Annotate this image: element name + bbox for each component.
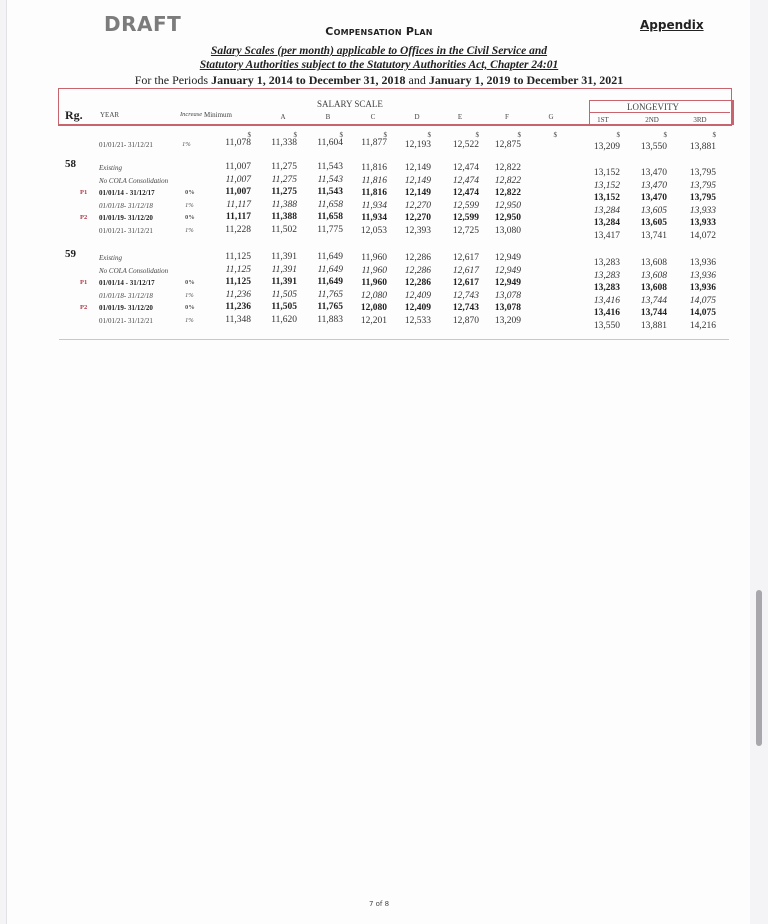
- cell-minimum: 11,236: [225, 289, 251, 300]
- cell-b: 11,649: [317, 264, 343, 275]
- row-increase: 0%: [185, 304, 195, 312]
- cell-b: 11,658: [317, 199, 343, 210]
- top-row-e: 12,522: [452, 140, 479, 150]
- cell-a: 11,391: [271, 252, 297, 262]
- cell-a: 11,388: [271, 212, 297, 223]
- page-number: 7 of 8: [368, 900, 390, 908]
- period-2: January 1, 2019 to December 31, 2021: [428, 73, 624, 87]
- cell-longevity-2nd: 13,470: [640, 180, 667, 191]
- cell-f: 13,078: [494, 290, 521, 301]
- cell-e: 12,743: [452, 290, 479, 301]
- cell-e: 12,599: [452, 200, 479, 211]
- top-row-d: 12,193: [404, 140, 431, 150]
- currency-symbol: $: [663, 131, 667, 139]
- cell-longevity-1st: 13,152: [593, 180, 620, 191]
- cell-d: 12,149: [404, 175, 431, 186]
- top-row-longevity-2nd: 13,550: [640, 142, 667, 152]
- cell-e: 12,474: [452, 163, 479, 173]
- cell-c: 11,960: [361, 278, 387, 289]
- cell-c: 12,080: [360, 290, 387, 301]
- row-label: No COLA Consolidation: [99, 176, 169, 185]
- top-row-year: 01/01/21- 31/12/21: [99, 141, 153, 149]
- cell-a: 11,275: [271, 187, 297, 198]
- row-label: 01/01/19- 31/12/20: [99, 214, 153, 223]
- header-col-d: D: [414, 113, 420, 121]
- periods-line: [7, 73, 751, 88]
- cell-d: 12,409: [404, 303, 431, 314]
- cell-d: 12,149: [404, 163, 431, 173]
- cell-f: 12,950: [494, 200, 521, 211]
- cell-longevity-2nd: 13,605: [640, 218, 667, 229]
- cell-d: 12,533: [404, 316, 431, 326]
- cell-b: 11,543: [317, 174, 343, 185]
- cell-longevity-3rd: 13,795: [689, 168, 716, 178]
- cell-f: 12,822: [494, 188, 521, 199]
- header-year: YEAR: [100, 111, 120, 119]
- cell-longevity-2nd: 13,605: [640, 205, 667, 216]
- cell-a: 11,391: [271, 277, 297, 288]
- cell-longevity-2nd: 13,744: [640, 295, 667, 306]
- header-longevity-1st: 1ST: [597, 116, 609, 124]
- cell-e: 12,725: [452, 226, 479, 236]
- row-increase: 0%: [185, 279, 195, 287]
- header-col-g: G: [548, 113, 554, 121]
- cell-e: 12,617: [452, 253, 479, 263]
- cell-longevity-3rd: 13,936: [689, 258, 716, 268]
- period-tag: P2: [80, 304, 88, 312]
- row-increase: 1%: [185, 201, 194, 209]
- appendix-label: Appendix: [640, 18, 704, 32]
- row-label: 01/01/14 - 31/12/17: [99, 189, 155, 198]
- top-row-increase: 1%: [182, 141, 191, 148]
- header-longevity: LONGEVITY: [627, 102, 679, 112]
- cell-c: 12,201: [360, 316, 387, 326]
- header-col-e: E: [457, 113, 463, 121]
- row-label: 01/01/19- 31/12/20: [99, 304, 153, 313]
- cell-d: 12,286: [404, 278, 431, 289]
- top-row-minimum: 11,078: [225, 138, 251, 148]
- cell-f: 12,822: [494, 163, 521, 173]
- header-col-f: F: [505, 113, 509, 121]
- cell-d: 12,393: [404, 226, 431, 236]
- scrollbar-thumb[interactable]: [756, 590, 762, 746]
- cell-longevity-3rd: 14,216: [689, 321, 716, 331]
- cell-d: 12,286: [404, 265, 431, 276]
- cell-e: 12,599: [452, 213, 479, 224]
- cell-f: 12,949: [494, 265, 521, 276]
- header-longevity-3rd: 3RD: [693, 116, 707, 124]
- cell-a: 11,275: [271, 174, 297, 185]
- header-col-a: A: [280, 113, 286, 121]
- cell-longevity-3rd: 14,075: [689, 308, 716, 319]
- cell-f: 13,209: [494, 316, 521, 326]
- header-rg: Rg.: [65, 108, 83, 122]
- cell-d: 12,149: [404, 188, 431, 199]
- cell-longevity-1st: 13,283: [593, 258, 620, 268]
- top-row-c: 11,877: [361, 138, 387, 148]
- cell-d: 12,409: [404, 290, 431, 301]
- top-row-a: 11,338: [271, 138, 297, 148]
- cell-e: 12,870: [452, 316, 479, 326]
- cell-longevity-2nd: 13,881: [640, 321, 667, 331]
- subtitle-line-1: Salary Scales (per month) applicable to Offices in the Civil Service and: [210, 45, 548, 57]
- cell-a: 11,505: [271, 302, 297, 313]
- periods-prefix: For the Periods: [134, 73, 212, 87]
- period-1: January 1, 2014 to December 31, 2018: [211, 73, 406, 87]
- cell-longevity-2nd: 13,470: [640, 168, 667, 178]
- cell-longevity-1st: 13,283: [593, 283, 620, 294]
- cell-longevity-1st: 13,284: [593, 218, 620, 229]
- currency-symbol: $: [293, 131, 297, 139]
- cell-e: 12,743: [452, 303, 479, 314]
- document-title: Compensation Plan: [325, 25, 433, 38]
- cell-a: 11,505: [271, 289, 297, 300]
- top-row-longevity-1st: 13,209: [593, 142, 620, 152]
- cell-minimum: 11,348: [225, 315, 251, 325]
- currency-symbol: $: [339, 131, 343, 139]
- cell-minimum: 11,007: [225, 187, 251, 198]
- cell-f: 12,949: [494, 253, 521, 263]
- cell-longevity-2nd: 13,470: [640, 193, 667, 204]
- top-row-f: 12,875: [494, 140, 521, 150]
- cell-longevity-2nd: 13,608: [640, 258, 667, 268]
- period-tag: P2: [80, 214, 88, 222]
- currency-symbol: $: [247, 131, 251, 139]
- cell-longevity-2nd: 13,608: [640, 270, 667, 281]
- cell-minimum: 11,125: [225, 264, 251, 275]
- cell-longevity-2nd: 13,741: [640, 231, 667, 241]
- cell-longevity-1st: 13,550: [593, 321, 620, 331]
- currency-symbol: $: [427, 131, 431, 139]
- cell-c: 12,080: [360, 303, 387, 314]
- cell-b: 11,883: [317, 315, 343, 325]
- currency-symbol: $: [475, 131, 479, 139]
- cell-minimum: 11,007: [225, 162, 251, 172]
- row-label: 01/01/14 - 31/12/17: [99, 279, 155, 288]
- currency-symbol: $: [553, 131, 557, 139]
- cell-longevity-3rd: 13,933: [689, 218, 716, 229]
- row-increase: 0%: [185, 189, 195, 197]
- cell-b: 11,649: [317, 252, 343, 262]
- cell-minimum: 11,125: [225, 277, 251, 288]
- cell-f: 12,822: [494, 175, 521, 186]
- cell-longevity-3rd: 13,795: [689, 193, 716, 204]
- cell-f: 12,950: [494, 213, 521, 224]
- cell-longevity-1st: 13,416: [593, 295, 620, 306]
- row-label: 01/01/21- 31/12/21: [99, 227, 153, 235]
- cell-e: 12,474: [452, 188, 479, 199]
- top-row-longevity-3rd: 13,881: [689, 142, 716, 152]
- cell-longevity-1st: 13,416: [593, 308, 620, 319]
- cell-e: 12,474: [452, 175, 479, 186]
- scrollbar-track[interactable]: [750, 0, 768, 924]
- header-col-b: B: [325, 113, 331, 121]
- cell-longevity-1st: 13,152: [593, 193, 620, 204]
- cell-c: 11,960: [361, 253, 387, 263]
- period-tag: P1: [80, 189, 88, 197]
- cell-minimum: 11,125: [225, 252, 251, 262]
- cell-e: 12,617: [452, 265, 479, 276]
- cell-b: 11,649: [317, 277, 343, 288]
- row-label: 01/01/18- 31/12/18: [99, 291, 153, 300]
- cell-c: 11,816: [361, 175, 387, 186]
- cell-d: 12,286: [404, 253, 431, 263]
- cell-c: 11,816: [361, 188, 387, 199]
- header-longevity-2nd: 2ND: [645, 116, 659, 124]
- cell-minimum: 11,236: [225, 302, 251, 313]
- cell-c: 11,816: [361, 163, 387, 173]
- cell-c: 12,053: [360, 226, 387, 236]
- cell-longevity-3rd: 13,936: [689, 270, 716, 281]
- header-right-bar: [731, 100, 734, 125]
- currency-symbol: $: [616, 131, 620, 139]
- currency-symbol: $: [517, 131, 521, 139]
- cell-b: 11,543: [317, 187, 343, 198]
- document-page: [6, 0, 752, 924]
- header-col-c: C: [370, 113, 376, 121]
- cell-longevity-3rd: 13,936: [689, 283, 716, 294]
- row-label: 01/01/21- 31/12/21: [99, 317, 153, 325]
- header-salary-scale: SALARY SCALE: [317, 99, 383, 109]
- row-label: 01/01/18- 31/12/18: [99, 201, 153, 210]
- cell-longevity-1st: 13,417: [593, 231, 620, 241]
- cell-a: 11,388: [271, 199, 297, 210]
- draft-watermark: DRAFT: [104, 12, 182, 36]
- row-label: Existing: [99, 164, 122, 172]
- cell-longevity-2nd: 13,608: [640, 283, 667, 294]
- cell-a: 11,620: [271, 315, 297, 325]
- cell-b: 11,543: [317, 162, 343, 172]
- range-number: 59: [65, 248, 76, 260]
- cell-c: 11,934: [361, 213, 387, 224]
- longevity-divider: [589, 112, 730, 113]
- currency-symbol: $: [712, 131, 716, 139]
- cell-minimum: 11,007: [225, 174, 251, 185]
- cell-f: 13,078: [494, 303, 521, 314]
- cell-longevity-3rd: 14,072: [689, 231, 716, 241]
- cell-longevity-3rd: 13,795: [689, 180, 716, 191]
- cell-longevity-2nd: 13,744: [640, 308, 667, 319]
- cell-d: 12,270: [404, 213, 431, 224]
- cell-b: 11,775: [317, 225, 343, 235]
- cell-b: 11,765: [317, 302, 343, 313]
- cell-a: 11,502: [271, 225, 297, 235]
- row-increase: 1%: [185, 291, 194, 299]
- range-number: 58: [65, 158, 76, 170]
- periods-and: and: [405, 73, 429, 87]
- row-label: No COLA Consolidation: [99, 266, 169, 275]
- cell-b: 11,765: [317, 289, 343, 300]
- row-label: Existing: [99, 254, 122, 262]
- row-increase: 1%: [185, 317, 194, 324]
- header-increase: Increase: [180, 111, 203, 118]
- period-tag: P1: [80, 279, 88, 287]
- cell-f: 13,080: [494, 226, 521, 236]
- top-row-b: 11,604: [317, 138, 343, 148]
- cell-b: 11,658: [317, 212, 343, 223]
- cell-minimum: 11,117: [225, 212, 251, 223]
- currency-symbol: $: [383, 131, 387, 139]
- row-increase: 1%: [185, 227, 194, 234]
- cell-longevity-1st: 13,284: [593, 205, 620, 216]
- cell-c: 11,960: [361, 265, 387, 276]
- cell-c: 11,934: [361, 200, 387, 211]
- cell-minimum: 11,117: [226, 199, 251, 210]
- cell-longevity-3rd: 13,933: [689, 205, 716, 216]
- header-minimum: Minimum: [204, 111, 233, 119]
- cell-a: 11,391: [271, 264, 297, 275]
- cell-longevity-1st: 13,283: [593, 270, 620, 281]
- table-bottom-rule: [59, 339, 729, 340]
- cell-a: 11,275: [271, 162, 297, 172]
- cell-longevity-1st: 13,152: [593, 168, 620, 178]
- cell-d: 12,270: [404, 200, 431, 211]
- row-increase: 0%: [185, 214, 195, 222]
- cell-e: 12,617: [452, 278, 479, 289]
- cell-f: 12,949: [494, 278, 521, 289]
- subtitle-line-2: Statutory Authorities subject to the Statutory Authorities Act, Chapter 24:01: [199, 59, 559, 71]
- cell-minimum: 11,228: [225, 225, 251, 235]
- cell-longevity-3rd: 14,075: [689, 295, 716, 306]
